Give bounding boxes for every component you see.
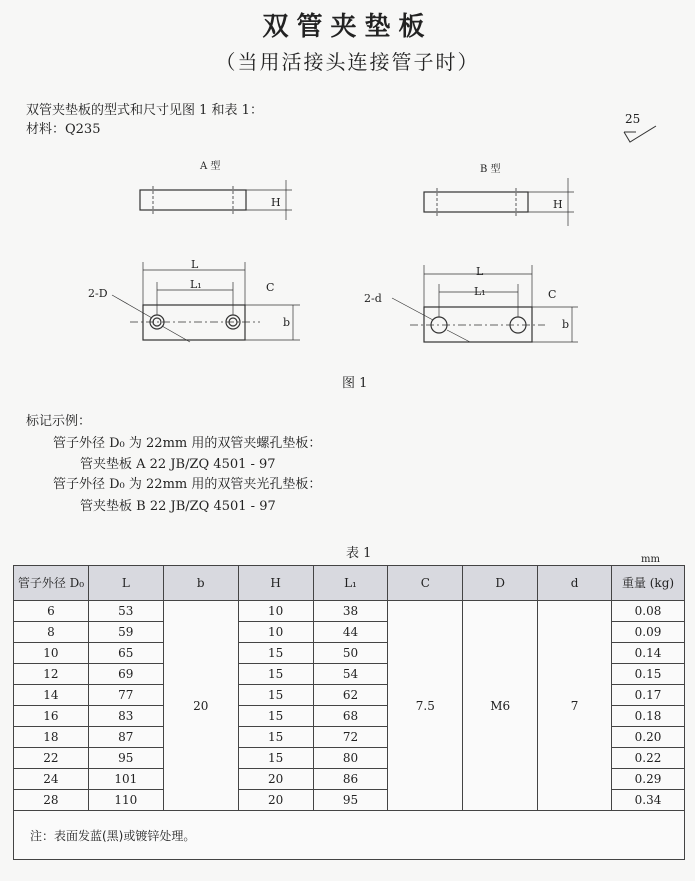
header-L: L — [88, 566, 163, 601]
figure-caption: 图 1 — [342, 376, 368, 391]
cell-weight: 0.18 — [612, 706, 685, 727]
cell-weight: 0.17 — [612, 685, 685, 706]
roughness-symbol-icon — [620, 122, 660, 148]
cell-H: 10 — [238, 601, 313, 622]
cell-L: 83 — [88, 706, 163, 727]
a-side-view — [140, 190, 246, 210]
dim-C-b: C — [548, 288, 557, 301]
cell-L1: 50 — [313, 643, 388, 664]
table-unit: mm — [641, 554, 660, 565]
cell-L: 77 — [88, 685, 163, 706]
dim-H-a: H — [271, 196, 281, 209]
marking-heading: 标记示例： — [26, 414, 92, 429]
cell-H: 20 — [238, 790, 313, 811]
cell-d0: 10 — [14, 643, 89, 664]
b-plan-view — [424, 307, 532, 342]
cell-d0: 18 — [14, 727, 89, 748]
cell-b-merged: 20 — [163, 601, 238, 811]
cell-H: 20 — [238, 769, 313, 790]
dim-b-b: b — [562, 318, 570, 331]
header-weight: 重量 (kg) — [612, 566, 685, 601]
cell-weight: 0.14 — [612, 643, 685, 664]
cell-L: 87 — [88, 727, 163, 748]
cell-H: 10 — [238, 622, 313, 643]
cell-C-merged: 7.5 — [388, 601, 463, 811]
cell-weight: 0.20 — [612, 727, 685, 748]
cell-weight: 0.09 — [612, 622, 685, 643]
cell-L1: 38 — [313, 601, 388, 622]
cell-L1: 72 — [313, 727, 388, 748]
cell-L1: 95 — [313, 790, 388, 811]
header-C: C — [388, 566, 463, 601]
cell-L: 95 — [88, 748, 163, 769]
drawing-figure-1 — [0, 170, 695, 380]
b-side-view — [424, 192, 528, 212]
cell-d0: 8 — [14, 622, 89, 643]
cell-H: 15 — [238, 748, 313, 769]
table-note-row — [14, 811, 685, 860]
hole-label-b: 2-d — [364, 292, 382, 305]
dim-H-b: H — [553, 198, 563, 211]
dim-L1-b: L₁ — [474, 285, 486, 298]
cell-L1: 62 — [313, 685, 388, 706]
intro-text: 双管夹垫板的型式和尺寸见图 1 和表 1： — [26, 103, 263, 118]
table-caption: 表 1 — [346, 546, 372, 561]
roughness-value: 25 — [625, 112, 641, 126]
material-text: 材料：Q235 — [26, 122, 101, 137]
cell-L: 101 — [88, 769, 163, 790]
cell-weight: 0.29 — [612, 769, 685, 790]
dim-C-a: C — [266, 281, 275, 294]
cell-d-merged: 7 — [538, 601, 612, 811]
cell-weight: 0.34 — [612, 790, 685, 811]
header-b: b — [163, 566, 238, 601]
dim-L1-a: L₁ — [190, 278, 202, 291]
dimension-table — [13, 565, 685, 860]
marking-line-2: 管夹垫板 A 22 JB/ZQ 4501 - 97 — [80, 457, 276, 472]
cell-L: 53 — [88, 601, 163, 622]
cell-d0: 14 — [14, 685, 89, 706]
cell-D-merged: M6 — [463, 601, 538, 811]
cell-weight: 0.22 — [612, 748, 685, 769]
cell-L1: 80 — [313, 748, 388, 769]
a-plan-view — [143, 305, 245, 340]
cell-weight: 0.15 — [612, 664, 685, 685]
dim-b-a: b — [283, 316, 291, 329]
header-d0: 管子外径 D₀ — [14, 566, 89, 601]
cell-L1: 44 — [313, 622, 388, 643]
cell-H: 15 — [238, 664, 313, 685]
type-b-label: B 型 — [480, 164, 501, 175]
cell-d0: 12 — [14, 664, 89, 685]
dim-L-b: L — [476, 265, 484, 278]
cell-d0: 28 — [14, 790, 89, 811]
marking-line-4: 管夹垫板 B 22 JB/ZQ 4501 - 97 — [80, 499, 276, 514]
hole-label-a: 2-D — [88, 287, 108, 300]
cell-H: 15 — [238, 685, 313, 706]
header-L1: L₁ — [313, 566, 388, 601]
cell-L: 110 — [88, 790, 163, 811]
cell-d0: 24 — [14, 769, 89, 790]
header-D: D — [463, 566, 538, 601]
page-subtitle: （当用活接头连接管子时） — [215, 50, 480, 74]
header-d: d — [538, 566, 612, 601]
table-row — [14, 601, 685, 622]
cell-H: 15 — [238, 706, 313, 727]
marking-line-1: 管子外径 D₀ 为 22mm 用的双管夹螺孔垫板： — [53, 436, 322, 451]
marking-line-3: 管子外径 D₀ 为 22mm 用的双管夹光孔垫板： — [53, 477, 322, 492]
table-header-row — [14, 566, 685, 601]
header-H: H — [238, 566, 313, 601]
cell-L1: 54 — [313, 664, 388, 685]
cell-weight: 0.08 — [612, 601, 685, 622]
table-note: 注：表面发蓝(黑)或镀锌处理。 — [14, 811, 685, 860]
cell-L: 59 — [88, 622, 163, 643]
cell-H: 15 — [238, 643, 313, 664]
cell-L: 69 — [88, 664, 163, 685]
cell-d0: 6 — [14, 601, 89, 622]
cell-d0: 22 — [14, 748, 89, 769]
page-title: 双管夹垫板 — [262, 12, 433, 42]
cell-d0: 16 — [14, 706, 89, 727]
dim-L-a: L — [191, 258, 199, 271]
cell-L1: 86 — [313, 769, 388, 790]
cell-H: 15 — [238, 727, 313, 748]
cell-L1: 68 — [313, 706, 388, 727]
type-a-label: A 型 — [200, 161, 221, 172]
cell-L: 65 — [88, 643, 163, 664]
